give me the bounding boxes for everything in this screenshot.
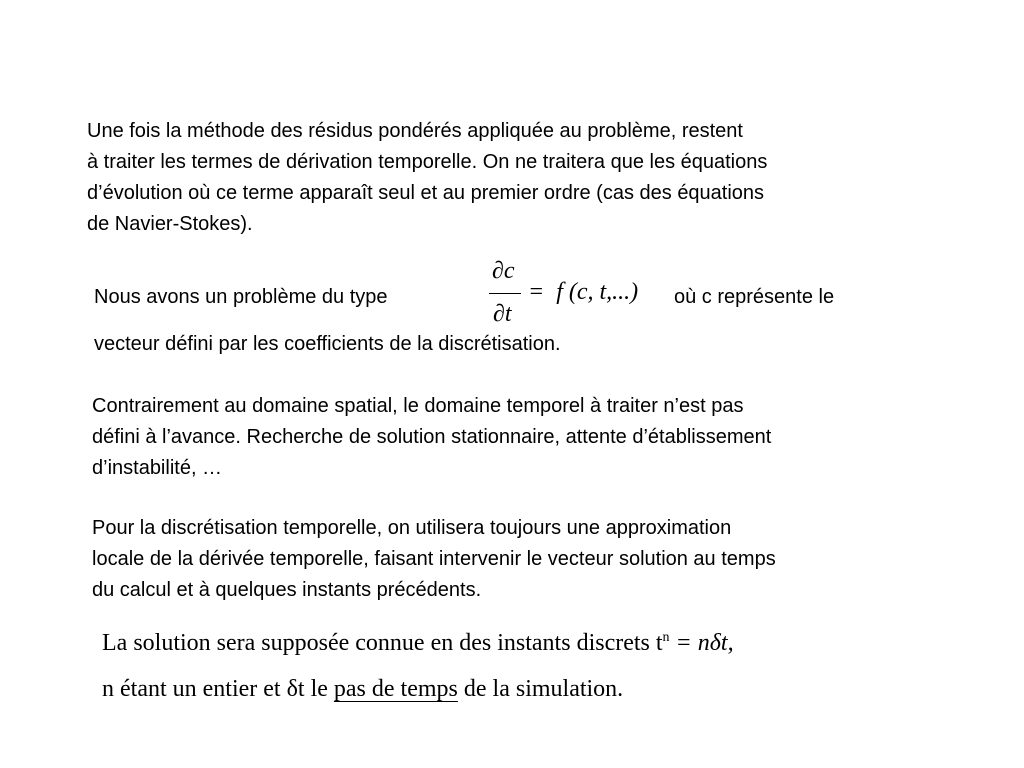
text-line: Contrairement au domaine spatial, le domaine temporel à traiter n’est pas xyxy=(92,395,744,417)
text-line: locale de la dérivée temporelle, faisant intervenir le vecteur solution au temps xyxy=(92,548,776,570)
problem-type-prefix: Nous avons un problème du type xyxy=(94,286,388,308)
paragraph-discretization xyxy=(92,513,776,606)
text-line: Une fois la méthode des résidus pondérés appliquée au problème, restent xyxy=(87,120,743,142)
paragraph-temporal-domain xyxy=(92,391,771,484)
equation-rhs: = f (c, t,...) xyxy=(528,279,639,305)
time-step-formula: = nδt, xyxy=(669,630,734,656)
time-step-prefix: n étant un entier et δt le xyxy=(102,676,328,702)
fraction-numerator: ∂c xyxy=(492,258,515,284)
fraction-bar xyxy=(489,293,521,294)
text-line: d’instabilité, … xyxy=(92,457,223,479)
text-line: Pour la discrétisation temporelle, on utilisera toujours une approximation xyxy=(92,517,732,539)
text-line: d’évolution où ce terme apparaît seul et au premier ordre (cas des équations xyxy=(87,182,765,204)
time-step-line xyxy=(102,676,623,703)
time-superscript: n xyxy=(662,630,670,645)
fraction-denominator: ∂t xyxy=(493,301,512,327)
text-line: à traiter les termes de dérivation temporelle. On ne traitera que les équations xyxy=(87,151,768,173)
time-step-suffix: de la simulation. xyxy=(463,676,624,702)
problem-type-line2: vecteur défini par les coefficients de la discrétisation. xyxy=(94,333,561,355)
text-line: du calcul et à quelques instants précédents. xyxy=(92,579,482,601)
paragraph-intro xyxy=(87,116,767,240)
text-line: de Navier-Stokes). xyxy=(87,213,253,235)
discrete-instants-text: La solution sera supposée connue en des instants discrets t xyxy=(102,630,663,656)
problem-type-suffix: où c représente le xyxy=(674,286,835,308)
time-step-term: pas de temps xyxy=(333,676,458,702)
discrete-instants-line xyxy=(102,630,734,657)
text-line: défini à l’avance. Recherche de solution stationnaire, attente d’établissement xyxy=(92,426,772,448)
